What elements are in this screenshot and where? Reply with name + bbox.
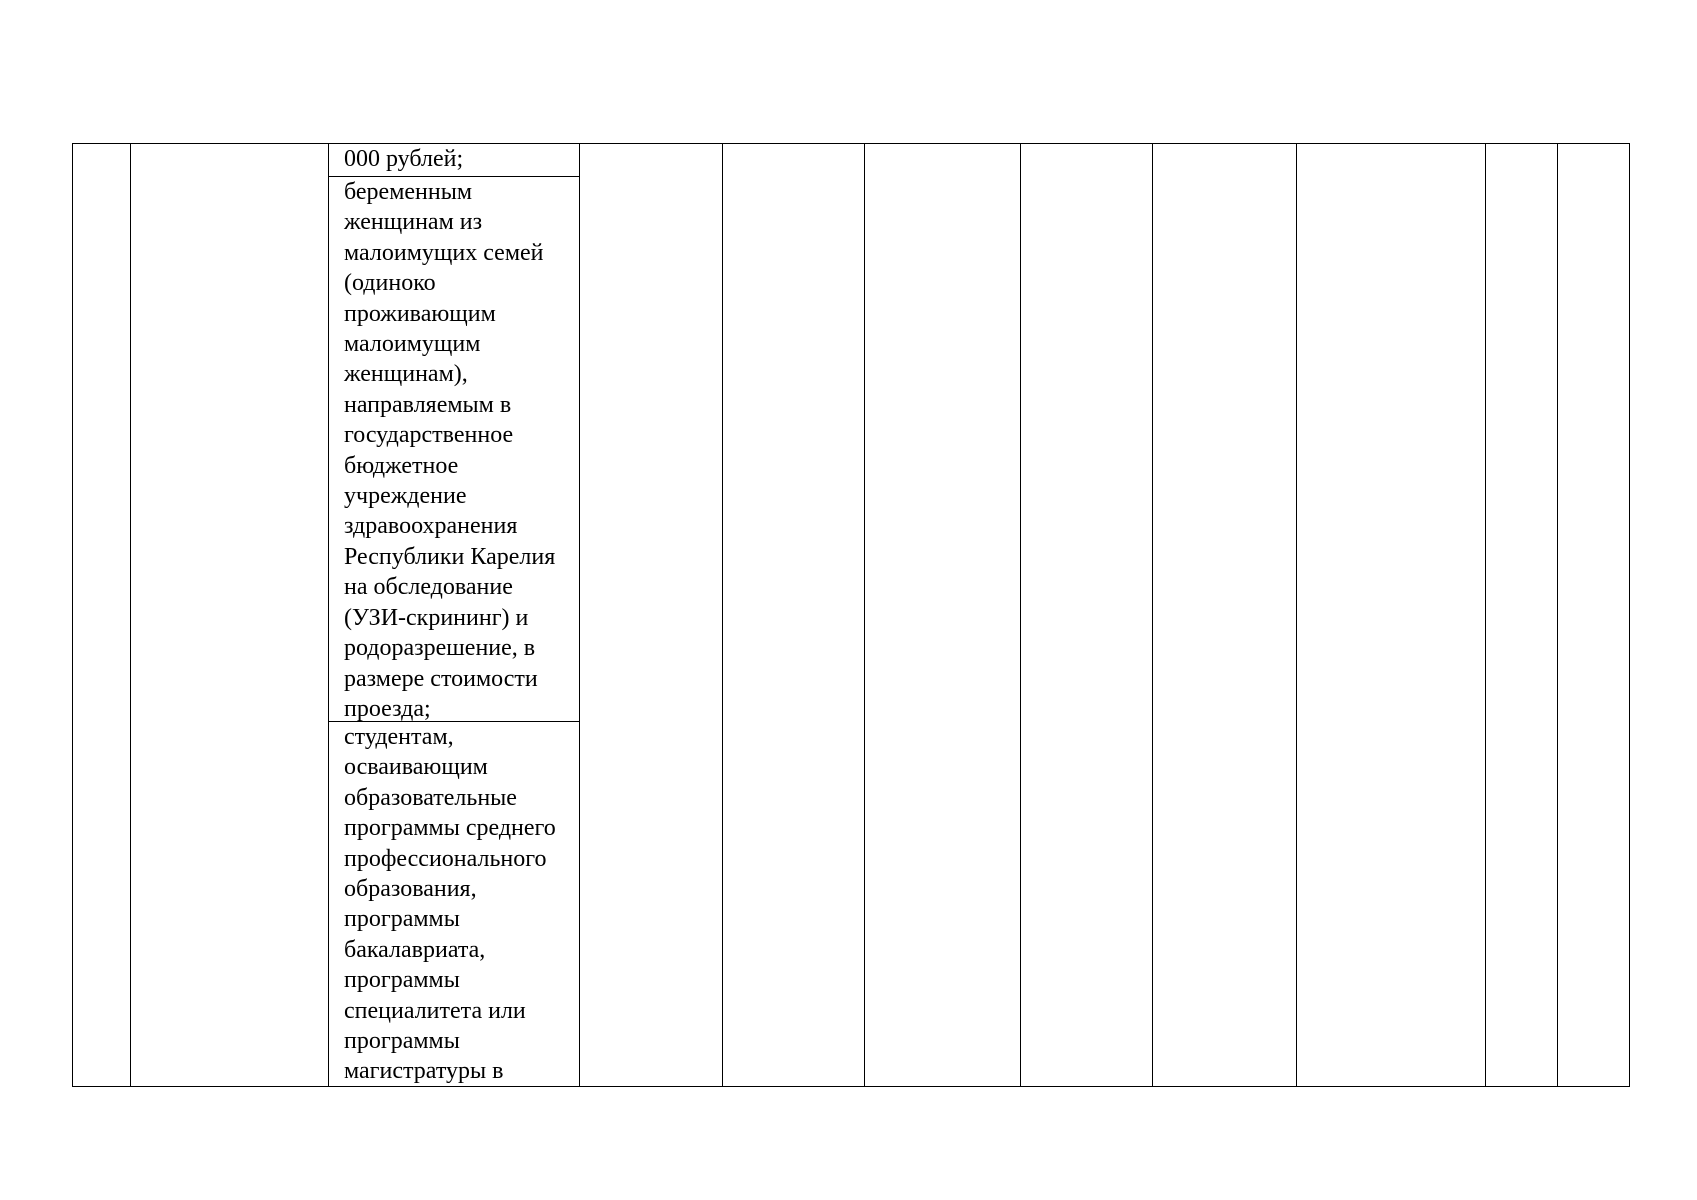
table-cell-recipients (329, 144, 580, 1087)
table-cell-col8 (1153, 144, 1297, 1087)
table-cell-col6 (865, 144, 1021, 1087)
benefits-table (72, 143, 1630, 1087)
table-cell-col7 (1021, 144, 1153, 1087)
table-cell-number (73, 144, 131, 1087)
table-cell-col11 (1558, 144, 1630, 1087)
table-cell-col5 (723, 144, 865, 1087)
table-cell-category (131, 144, 329, 1087)
table-cell-col4 (580, 144, 723, 1087)
recipients-subcell-3: студентам, осваивающим образовательные программы среднего профессионального образования, программы бакалавриата, программы специалитета или программы магистратуры в (344, 724, 556, 1085)
table-cell-col10 (1486, 144, 1558, 1087)
recipients-subcells (329, 144, 579, 1086)
recipients-subcell-2: беременным женщинам из малоимущих семей (одиноко проживающим малоимущим женщинам), направляемым в государственное бюджетное учреждение здравоохранения Республики Карелия на обследование (УЗИ-скрининг) и родоразрешение, в размере стоимости проезда; (329, 177, 579, 722)
table-row (73, 144, 1630, 1087)
recipients-subcell-1: 000 рублей; (329, 144, 579, 177)
table-cell-col9 (1297, 144, 1486, 1087)
